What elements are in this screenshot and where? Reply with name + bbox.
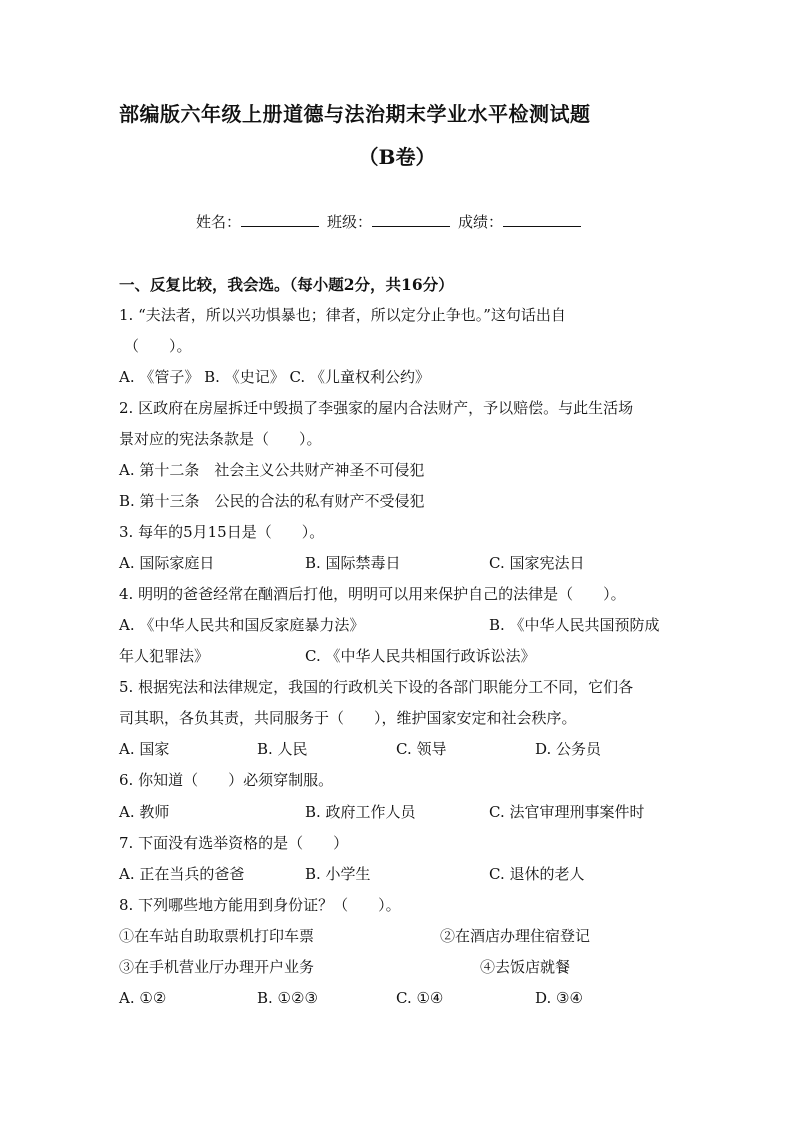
name-blank	[241, 210, 319, 227]
q2-option-b: B. 第十三条 公民的合法的私有财产不受侵犯	[119, 492, 425, 510]
q5-option-a: A. 国家	[119, 740, 170, 758]
q4-option-a: A. 《中华人民共和国反家庭暴力法》	[119, 616, 365, 634]
q8-option-d: D. ③④	[535, 989, 583, 1007]
page-subtitle: （B卷）	[358, 145, 436, 169]
q8-item-4: ④去饭店就餐	[480, 958, 571, 976]
q2-stem: 2. 区政府在房屋拆迁中毁损了李强家的屋内合法财产，予以赔偿。与此生活场	[119, 399, 634, 417]
q1-options: A. 《管子》 B. 《史记》 C. 《儿童权利公约》	[119, 368, 430, 386]
section-heading: 一、反复比较，我会选。（每小题2分，共16分）	[119, 275, 454, 294]
score-label: 成绩：	[458, 213, 504, 231]
page-title: 部编版六年级上册道德与法治期末学业水平检测试题	[119, 102, 591, 126]
q3-stem: 3. 每年的5月15日是（ ）。	[119, 523, 325, 541]
q7-option-b: B. 小学生	[305, 865, 371, 883]
q2-option-a: A. 第十二条 社会主义公共财产神圣不可侵犯	[119, 461, 425, 479]
q1-stem-cont: （ ）。	[124, 337, 192, 355]
q6-option-a: A. 教师	[119, 803, 170, 821]
q5-option-c: C. 领导	[396, 740, 447, 758]
q5-option-b: B. 人民	[257, 740, 308, 758]
q6-stem: 6. 你知道（ ）必须穿制服。	[119, 771, 334, 789]
q4-stem: 4. 明明的爸爸经常在酗酒后打他，明明可以用来保护自己的法律是（ ）。	[119, 585, 626, 603]
q3-option-b: B. 国际禁毒日	[305, 554, 401, 572]
q4-option-b: B. 《中华人民共国预防成	[489, 616, 660, 634]
q2-stem-cont: 景对应的宪法条款是（ ）。	[119, 430, 322, 448]
class-blank	[372, 210, 450, 227]
q3-option-a: A. 国际家庭日	[119, 554, 215, 572]
class-label: 班级：	[327, 213, 373, 231]
q7-option-c: C. 退休的老人	[489, 865, 585, 883]
q8-option-b: B. ①②③	[257, 989, 318, 1007]
q8-item-3: ③在手机营业厅办理开户业务	[119, 958, 315, 976]
student-info-row	[196, 210, 589, 232]
q4-option-b-cont: 年人犯罪法》	[119, 647, 210, 665]
q8-option-a: A. ①②	[119, 989, 167, 1007]
q6-option-c: C. 法官审理刑事案件时	[489, 803, 645, 821]
q7-option-a: A. 正在当兵的爸爸	[119, 865, 245, 883]
q1-stem: 1. “夫法者，所以兴功惧暴也；律者，所以定分止争也。”这句话出自	[119, 306, 566, 324]
q3-option-c: C. 国家宪法日	[489, 554, 585, 572]
q8-item-1: ①在车站自助取票机打印车票	[119, 927, 315, 945]
q8-stem: 8. 下列哪些地方能用到身份证？（ ）。	[119, 896, 401, 914]
q8-option-c: C. ①④	[396, 989, 444, 1007]
score-blank	[503, 210, 581, 227]
q5-stem: 5. 根据宪法和法律规定，我国的行政机关下设的各部门职能分工不同，它们各	[119, 678, 634, 696]
q5-option-d: D. 公务员	[535, 740, 602, 758]
q6-option-b: B. 政府工作人员	[305, 803, 416, 821]
q7-stem: 7. 下面没有选举资格的是（ ）	[119, 834, 349, 852]
q8-item-2: ②在酒店办理住宿登记	[440, 927, 591, 945]
name-label: 姓名：	[196, 213, 242, 231]
q4-option-c: C. 《中华人民共相国行政诉讼法》	[305, 647, 536, 665]
q5-stem-cont: 司其职，各负其责，共同服务于（ ），维护国家安定和社会秩序。	[119, 709, 577, 727]
